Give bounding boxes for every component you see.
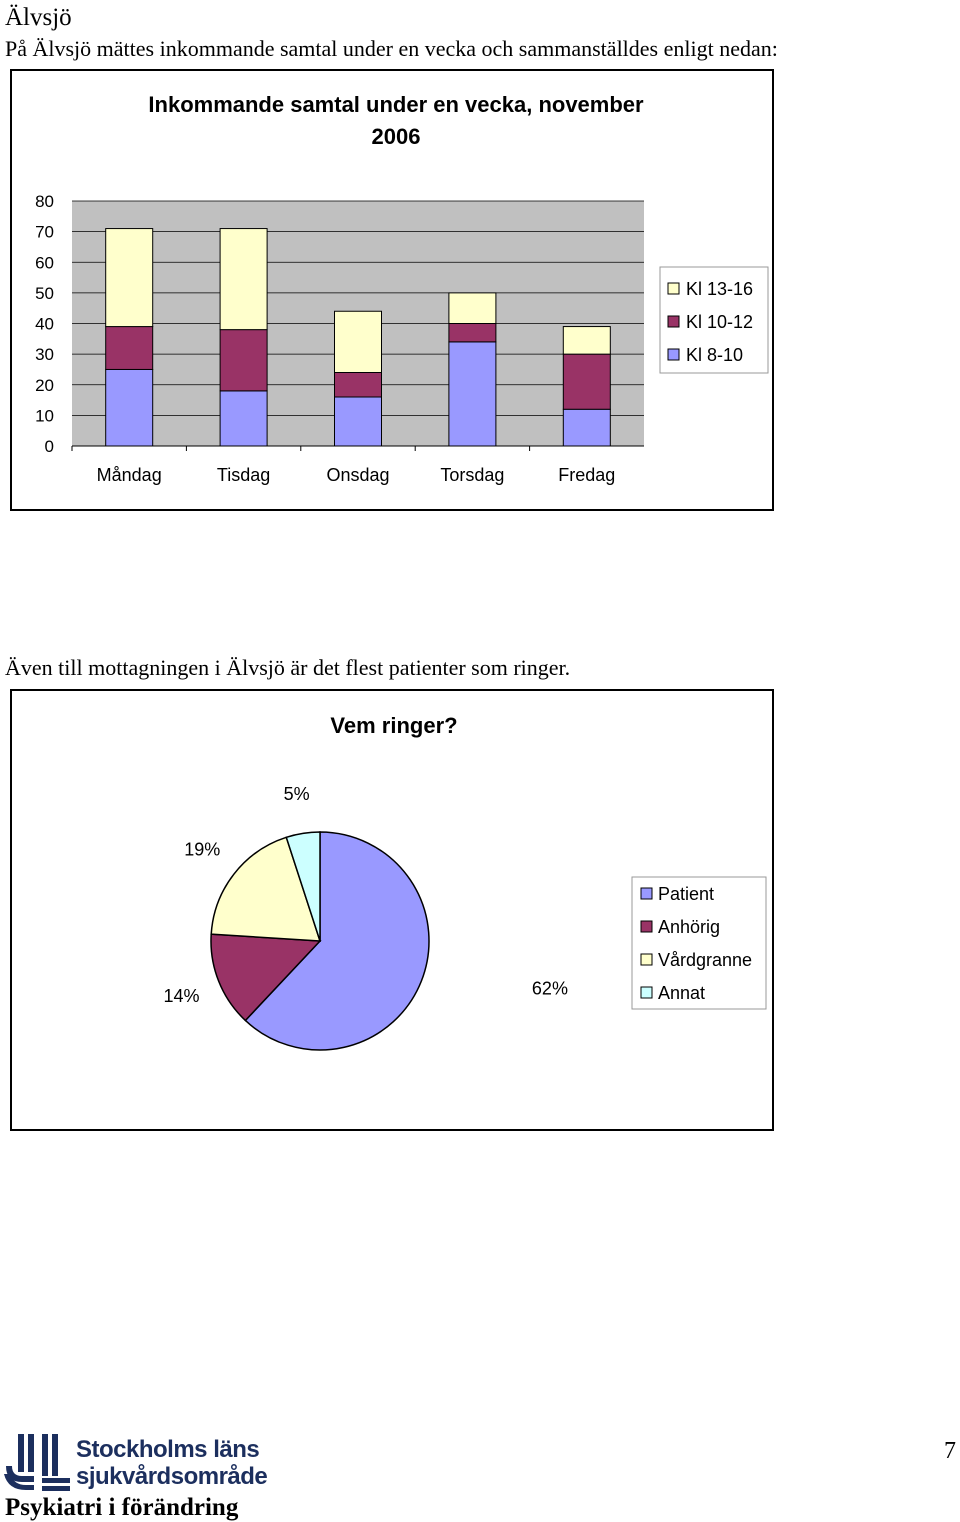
pie-data-label: 19%	[184, 839, 221, 860]
legend-label: Anhörig	[658, 917, 721, 937]
y-tick-label: 70	[35, 222, 54, 242]
legend-label: Annat	[658, 983, 706, 1003]
bar-plot-area	[35, 192, 644, 485]
bar-segment	[449, 293, 496, 324]
pie-chart-legend	[632, 877, 766, 1009]
legend-swatch	[668, 349, 679, 360]
bar-segment	[106, 229, 153, 327]
pie-chart-frame	[10, 689, 774, 1131]
legend-swatch	[641, 921, 652, 932]
y-tick-label: 80	[35, 192, 54, 211]
legend-swatch	[668, 316, 679, 327]
legend-swatch	[641, 987, 652, 998]
legend-label: Kl 10-12	[686, 312, 754, 332]
page-heading: Älvsjö	[5, 4, 72, 31]
bar-chart	[12, 71, 772, 509]
x-tick-label: Onsdag	[326, 465, 390, 485]
x-tick-label: Måndag	[96, 465, 162, 485]
y-tick-label: 10	[35, 406, 54, 426]
y-tick-label: 50	[35, 283, 54, 303]
y-tick-label: 60	[35, 253, 54, 273]
bar-segment	[563, 409, 610, 446]
bar-chart-title-year: 2006	[371, 124, 421, 149]
bar-segment	[220, 330, 267, 391]
legend-label: Vårdgranne	[658, 950, 753, 970]
body-text: Även till mottagningen i Älvsjö är det flest patienter som ringer.	[5, 655, 571, 680]
x-tick-label: Tisdag	[216, 465, 271, 485]
legend-swatch	[641, 888, 652, 899]
pie-data-label: 62%	[531, 978, 568, 999]
y-tick-label: 40	[35, 314, 54, 334]
y-tick-label: 0	[44, 437, 54, 456]
intro-text: På Älvsjö mättes inkommande samtal under en vecka och sammanställdes enligt nedan:	[5, 36, 778, 61]
legend-swatch	[668, 283, 679, 294]
x-tick-label: Fredag	[558, 465, 616, 485]
pie-chart-title: Vem ringer?	[330, 713, 458, 738]
bar-segment	[220, 229, 267, 330]
bar-segment	[335, 397, 382, 446]
bar-segment	[449, 324, 496, 342]
pie-data-label: 5%	[283, 783, 310, 804]
bar-segment	[563, 327, 610, 355]
pie-chart	[12, 691, 772, 1129]
bar-segment	[220, 391, 267, 446]
bar-segment	[106, 369, 153, 446]
y-tick-label: 20	[35, 375, 54, 395]
pie-plot-area	[163, 784, 568, 1050]
bar-segment	[449, 342, 496, 446]
bar-chart-legend	[660, 267, 768, 373]
pie-data-label: 14%	[163, 985, 200, 1006]
bar-segment	[106, 327, 153, 370]
sll-logo-icon	[4, 1430, 72, 1492]
y-tick-label: 30	[35, 345, 54, 365]
bar-chart-title: Inkommande samtal under en vecka, november	[148, 92, 644, 117]
legend-label: Kl 8-10	[686, 345, 744, 365]
bar-segment	[335, 373, 382, 398]
footer-tagline: Psykiatri i förändring	[5, 1494, 239, 1521]
legend-label: Kl 13-16	[686, 279, 754, 299]
legend-label: Patient	[658, 884, 715, 904]
org-name-line2: sjukvårdsområde	[76, 1463, 268, 1490]
legend-swatch	[641, 954, 652, 965]
bar-segment	[563, 354, 610, 409]
bar-segment	[335, 311, 382, 372]
org-name-line1: Stockholms läns	[76, 1436, 260, 1463]
page-number: 7	[944, 1438, 956, 1464]
x-tick-label: Torsdag	[440, 465, 505, 485]
bar-chart-frame	[10, 69, 774, 511]
